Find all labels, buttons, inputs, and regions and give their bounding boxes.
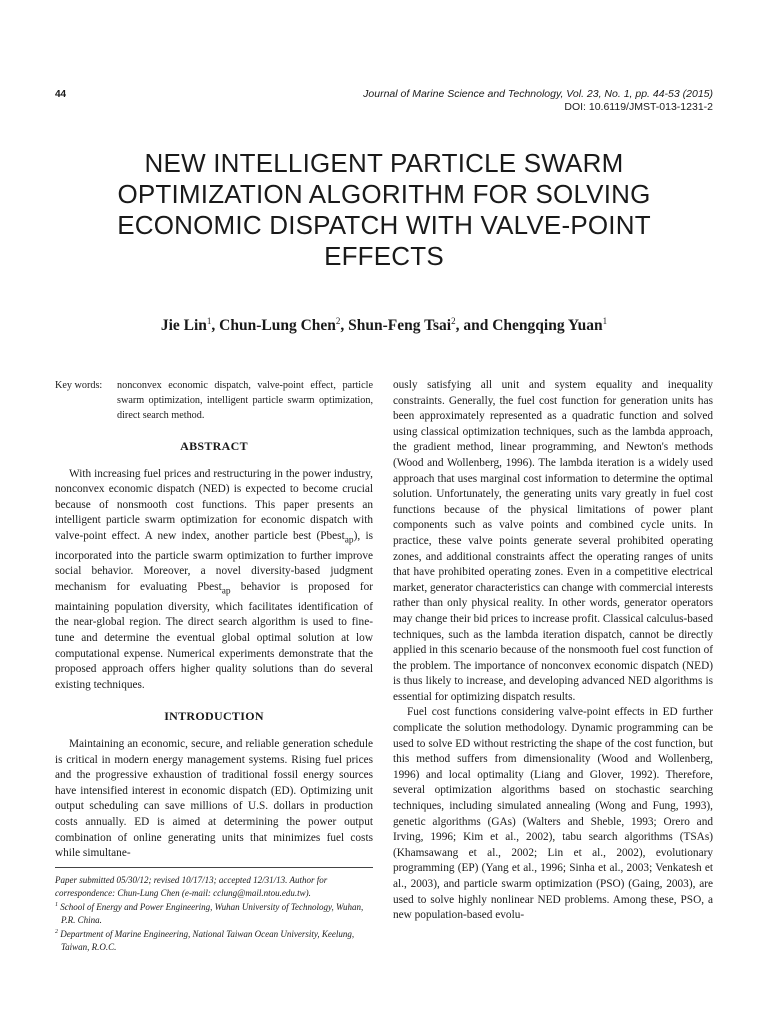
footnote-affiliation-2 [55,926,373,953]
affiliation-text: School of Energy and Power Engineering, Wuhan University of Technology, Wuhan, P.R. China. [58,902,364,925]
affiliation-mark: 2 [55,929,58,935]
abstract-text: With increasing fuel prices and restructuring in the power industry, nonconvex economic dispatch (NED) is expected to become crucial because of nonsmooth cost functions. This paper presents an intelligent particle swarm optimization for economic dispatch with valve-point effect. A new index, another particle best (Pbest [55,467,373,542]
author-name: Jie Lin [160,317,207,335]
author-affiliation-mark: 2 [335,316,341,326]
author-name: Shun-Feng Tsai [348,317,452,335]
author-affiliation-mark: 1 [206,316,212,326]
keywords-text: nonconvex economic dispatch, valve-point effect, particle swarm optimization, intelligent particle swarm optimization, direct search method. [117,380,373,421]
introduction-heading: INTRODUCTION [164,709,264,724]
author-affiliation-mark: 1 [602,316,608,326]
author-separator: , and [455,317,493,335]
page-number: 44 [55,89,67,100]
right-column [393,378,713,924]
body-paragraph: ously satisfying all unit and system equality and inequality constraints. Generally, the fuel cost function for generation units has been approximately represented as a quadratic function and solved using classical optimization techniques, such as the lambda approach, the gradient method, linear programming, and Newton's methods (Wood and Wollenberg, 1996). The lambda iteration is a widely used approach that uses marginal cost information to determine the optimal solution. Unfortunately, the generating units vary greatly in fuel cost functions because of the physical limitations of power plant components such as valve points and combined cycle units. In practice, these valve points generate several prohibited operating zones, and additional constraints affect the operating ranges of units that have prohibited operating zones. Even in a competitive electrical market, generator characteristics can change with commercial interests rather than only physical reality. In other words, generator operators may change their bid prices to increase profit. Classical calculus-based techniques, such as the lambda iteration dispatch, cannot be directly applied in this scenario because of the nonsmooth fuel cost function of the problem. The importance of nonconvex economic dispatch (NED) is thus likely to increase, and developing advanced NED algorithms is essential for optimizing dispatch results. [393,379,713,703]
body-paragraph: Fuel cost functions considering valve-point effects in ED further complicate the solution methodology. Dynamic programming can be used to solve ED without restricting the shape of the cost function, but this method suffers from dimensionality (Wood and Wollenberg, 1996) and local optimality (Liang and Glover, 1992). Therefore, several optimization algorithms based on stochastic searching techniques, including simulated annealing (Wong and Fung, 1993), genetic algorithms (GAs) (Walters and Sheble, 1993; Orero and Irving, 1996; Kim et al., 2002), tabu search algorithms (TSAs) (Khamsawang et al., 2002; Lin et al., 2002), evolutionary programming (EP) (Yang et al., 1996; Sinha et al., 2003; Venkatesh et al., 2003), and particle swarm optimization (PSO) (Gaing, 2003), are used to solve highly nonlinear NED problems. Among these, PSO, a new population-based evolu- [393,706,713,922]
author-affiliation-mark: 2 [451,316,456,326]
abstract-text: behavior is proposed for maintaining population diversity, which facilitates identification of the near-global region. The direct search algorithm is used to fine-tune and determine the eventual global optimal solution at low computational expense. Numerical experiments demonstrate that the proposed approach offers higher quality solutions than do several existing techniques. [55,581,373,691]
subscript-ap: ap [344,535,354,546]
doi: DOI: 10.6119/JMST-013-1231-2 [564,101,713,113]
subscript-ap: ap [221,586,231,597]
keywords [55,378,373,423]
left-column [55,378,373,862]
abstract-heading: ABSTRACT [180,439,248,453]
running-header [283,88,713,114]
affiliation-text: Department of Marine Engineering, National Taiwan Ocean University, Keelung, Taiwan, R.O.C. [58,929,355,952]
author-list [55,316,713,335]
author-separator: , [211,317,220,335]
paper-title: NEW INTELLIGENT PARTICLE SWARM OPTIMIZATION ALGORITHM FOR SOLVING ECONOMIC DISPATCH WITH VALVE-POINT EFFECTS [117,148,651,271]
abstract-paragraph [55,467,373,694]
author-name: Chun-Lung Chen [219,317,336,335]
keywords-label: Key words: [55,380,103,391]
footnote-affiliation-1 [55,899,373,926]
footnotes [55,867,373,953]
footnote-submission: Paper submitted 05/30/12; revised 10/17/13; accepted 12/31/13. Author for correspondence: Chun-Lung Chen (e-mail: cclung@mail.ntou.edu.tw). [55,875,328,898]
abstract-text: ), is incorporated into the particle swarm optimization to further improve social behavior. Moreover, a novel diversity-based judgment mechanism for evaluating Pbest [55,529,373,593]
author-separator: , [340,317,349,335]
author-name: Chengqing Yuan [492,317,603,335]
journal-citation: Journal of Marine Science and Technology, Vol. 23, No. 1, pp. 44-53 (2015) [363,88,713,100]
affiliation-mark: 1 [55,902,58,908]
introduction-paragraph: Maintaining an economic, secure, and reliable generation schedule is critical in modern energy management systems. Rising fuel prices and the progressive exhaustion of traditional fossil energy sources have intensified interest in economic dispatch (ED). Optimizing unit output scheduling can save millions of U.S. dollars in production costs annually. ED is aimed at determining the power output combination of online generating units that minimizes fuel costs while simultane- [55,738,373,860]
